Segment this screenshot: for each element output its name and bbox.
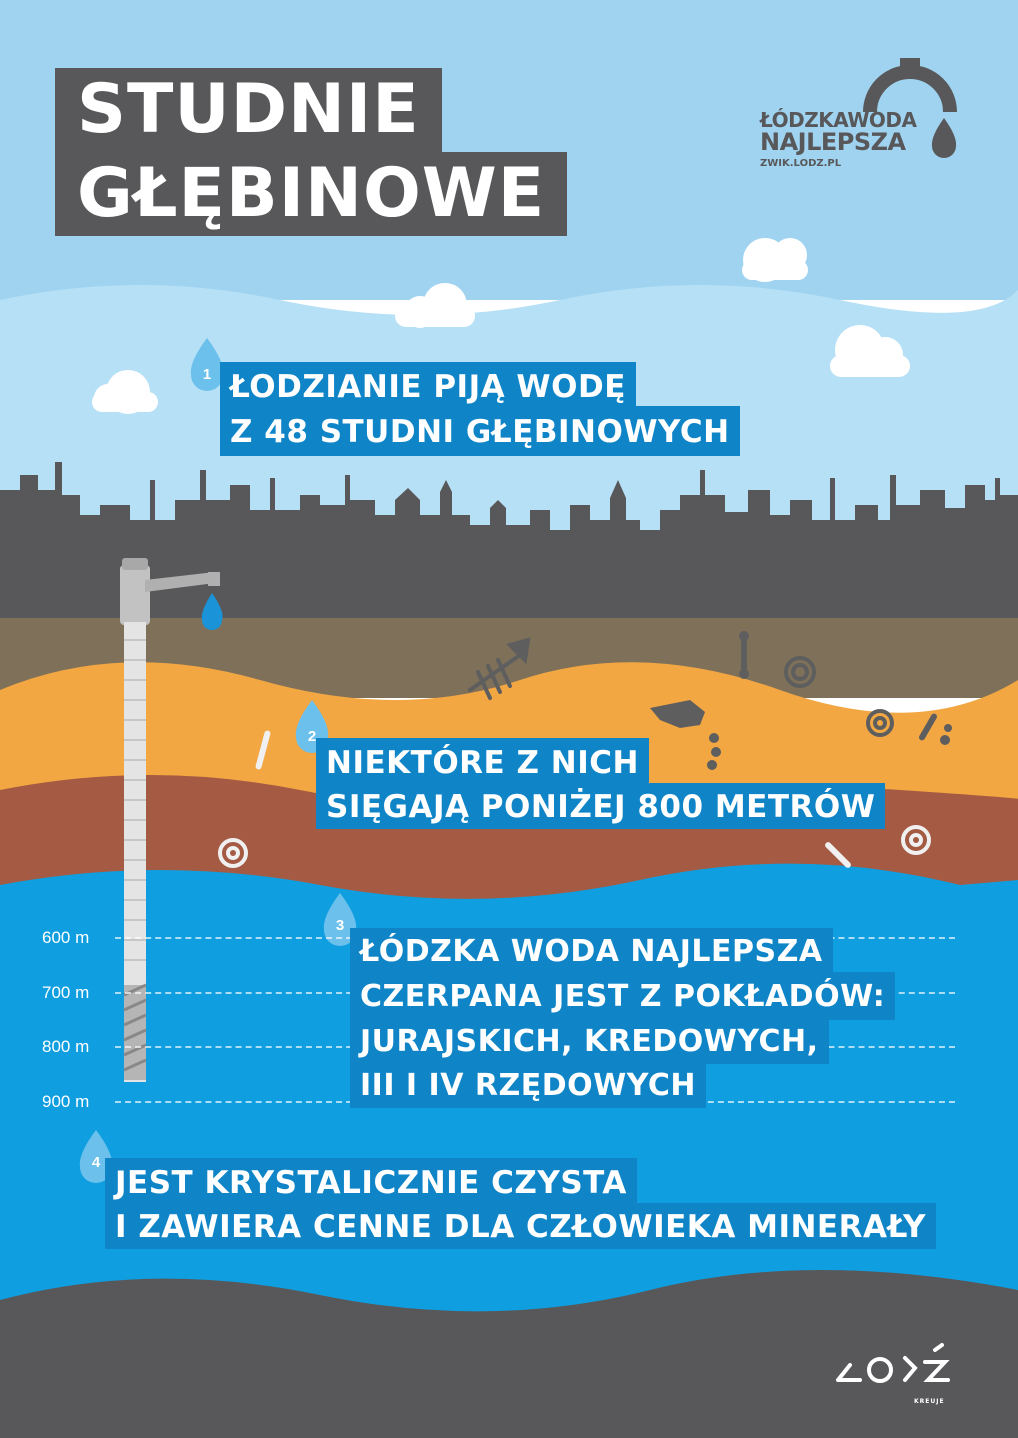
fact-number-2: 2 bbox=[307, 728, 317, 745]
fact-3-line-2: CZERPANA JEST Z POKŁADÓW: bbox=[350, 972, 895, 1020]
fact-4-line-2: I ZAWIERA CENNE DLA CZŁOWIEKA MINERAŁY bbox=[105, 1203, 936, 1249]
fact-number-3: 3 bbox=[335, 917, 345, 934]
city-logo-sub: KREUJE bbox=[914, 1398, 945, 1405]
depth-label-900: 900 m bbox=[42, 1092, 90, 1111]
fact-3-line-4: III I IV RZĘDOWYCH bbox=[350, 1062, 706, 1108]
fact-3-line-1: ŁÓDZKA WODA NAJLEPSZA bbox=[350, 928, 833, 974]
cloud-icon bbox=[742, 238, 808, 282]
fact-number-1: 1 bbox=[202, 366, 212, 383]
depth-label-700: 700 m bbox=[42, 983, 90, 1002]
depth-label-600: 600 m bbox=[42, 928, 90, 947]
logo-line-1: ŁÓDZKAWODA bbox=[760, 108, 917, 132]
fact-2-line-1: NIEKTÓRE Z NICH bbox=[316, 738, 649, 786]
fact-1-line-1: ŁODZIANIE PIJĄ WODĘ bbox=[220, 362, 636, 410]
well-pipe bbox=[124, 622, 146, 1082]
depth-label-800: 800 m bbox=[42, 1037, 90, 1056]
title-line-2: GŁĘBINOWE bbox=[55, 152, 567, 236]
fact-3-line-3: JURAJSKICH, KREDOWYCH, bbox=[350, 1018, 829, 1064]
fact-2-line-2: SIĘGAJĄ PONIŻEJ 800 METRÓW bbox=[316, 783, 885, 829]
fact-1-line-2: Z 48 STUDNI GŁĘBINOWYCH bbox=[220, 406, 740, 456]
logo-url: ZWIK.LODZ.PL bbox=[760, 158, 842, 169]
fact-4-line-1: JEST KRYSTALICZNIE CZYSTA bbox=[105, 1158, 637, 1206]
title-line-1: STUDNIE bbox=[55, 68, 442, 152]
logo-line-2: NAJLEPSZA bbox=[760, 128, 906, 156]
fact-number-4: 4 bbox=[91, 1154, 101, 1171]
